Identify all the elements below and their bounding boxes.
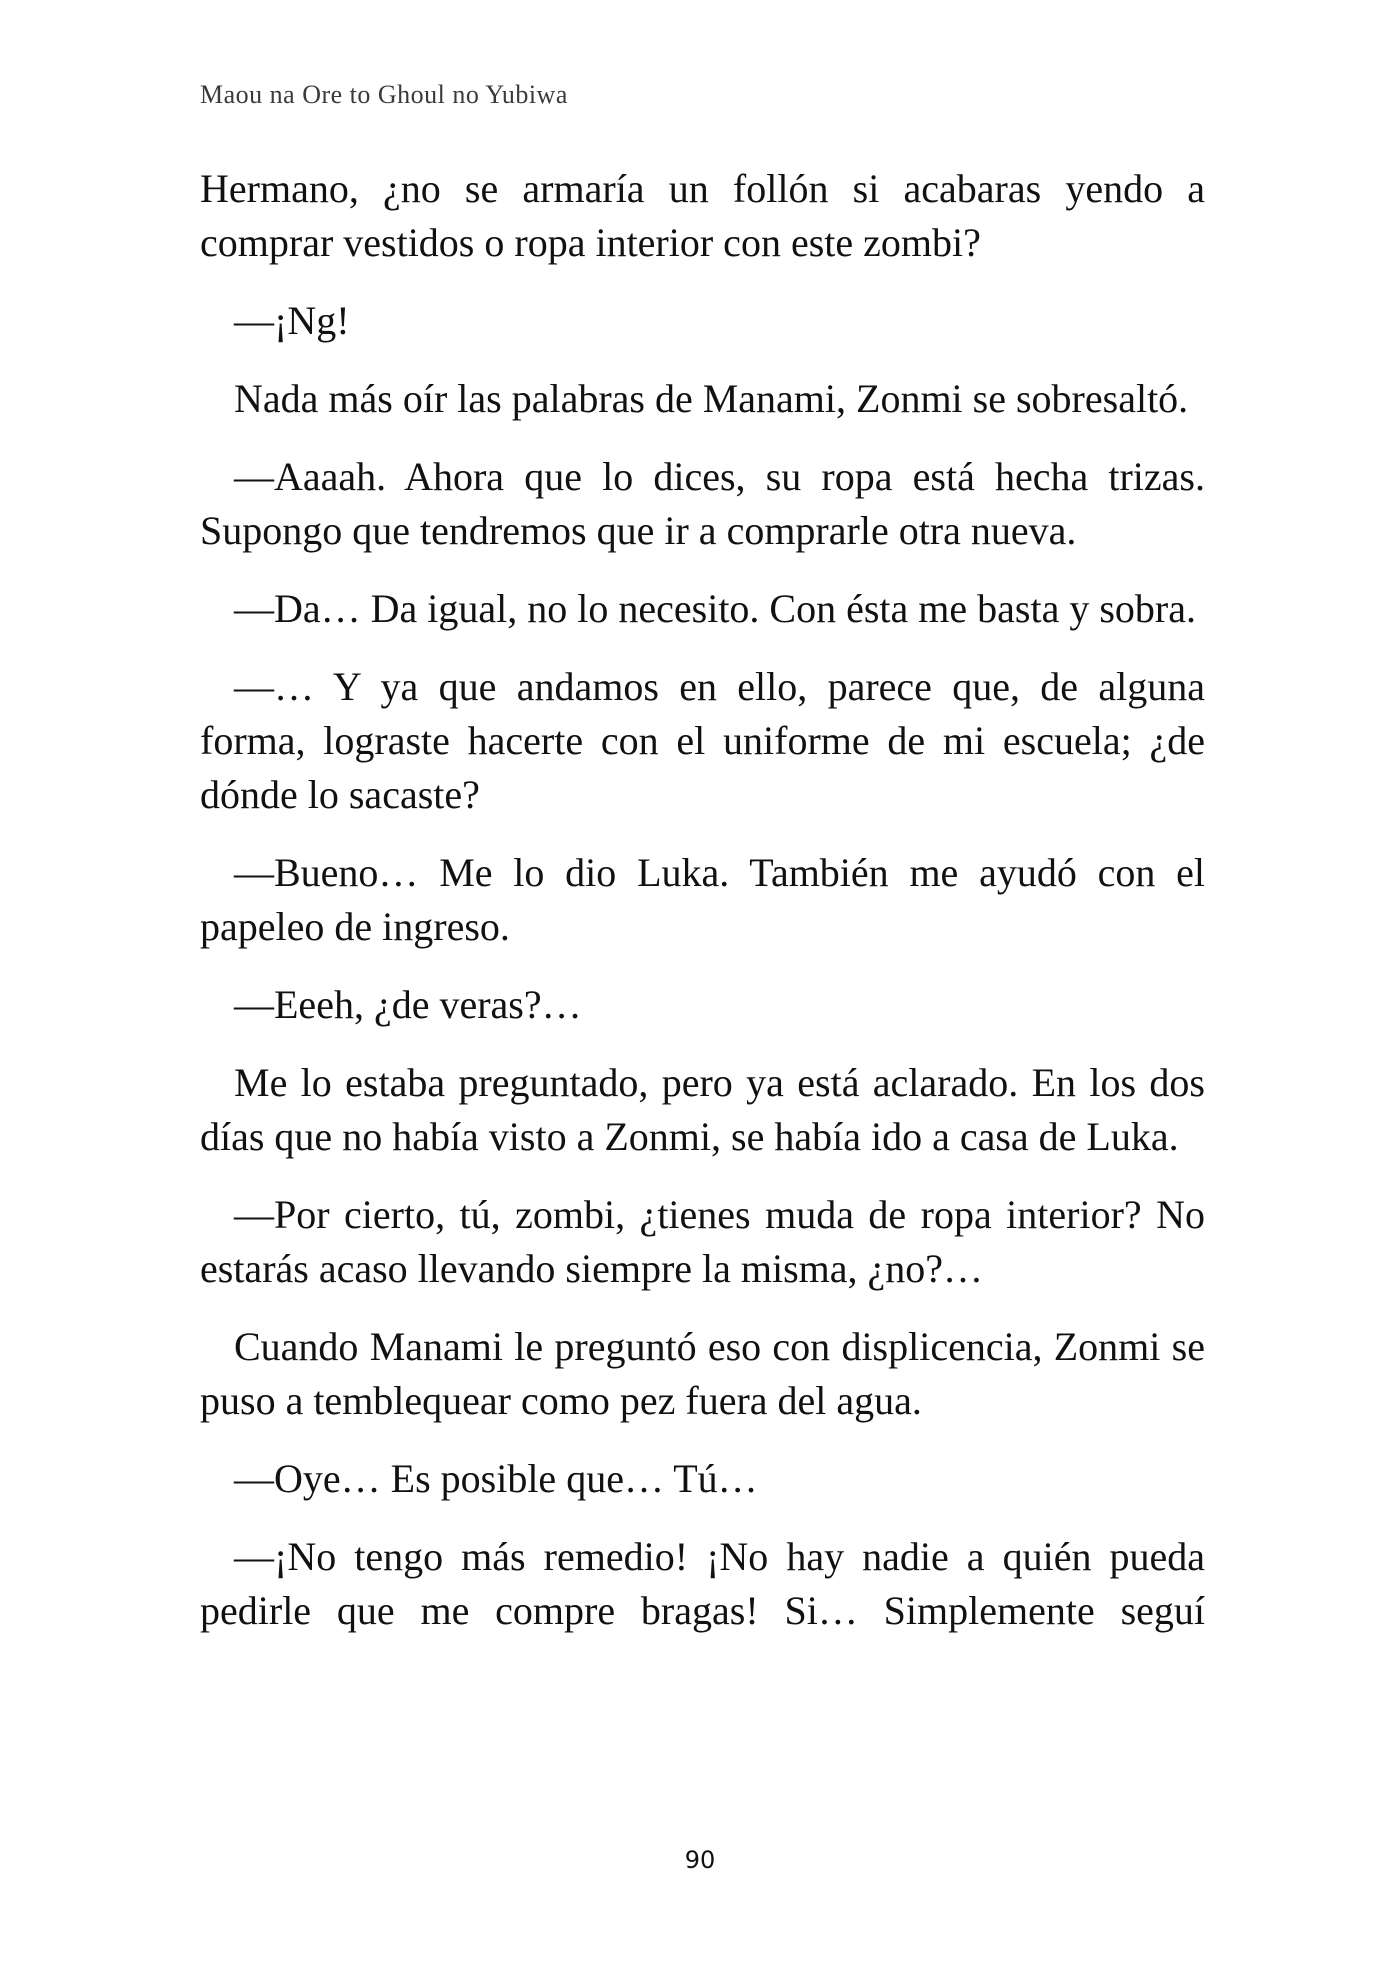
- paragraph-7: —Bueno… Me lo dio Luka. También me ayudó con el papeleo de ingreso.: [200, 850, 1205, 949]
- paragraph-12: —Oye… Es posible que… Tú…: [234, 1456, 758, 1501]
- paragraph-9: Me lo estaba preguntado, pero ya está aclarado. En los dos días que no había visto a Zonmi, se había ido a casa de Luka.: [200, 1060, 1205, 1159]
- paragraph-4: —Aaaah. Ahora que lo dices, su ropa está hecha trizas. Supongo que tendremos que ir a comprarle otra nueva.: [200, 454, 1205, 553]
- page-number: 90: [684, 1846, 716, 1874]
- running-header: Maou na Ore to Ghoul no Yubiwa: [200, 80, 568, 109]
- paragraph-5: —Da… Da igual, no lo necesito. Con ésta me basta y sobra.: [234, 586, 1196, 631]
- paragraph-11: Cuando Manami le preguntó eso con displicencia, Zonmi se puso a temblequear como pez fuera del agua.: [200, 1324, 1205, 1423]
- paragraph-10: —Por cierto, tú, zombi, ¿tienes muda de ropa interior? No estarás acaso llevando siempre la misma, ¿no?…: [200, 1192, 1205, 1291]
- body-text: [200, 162, 1205, 1638]
- paragraph-8: —Eeeh, ¿de veras?…: [234, 982, 582, 1027]
- paragraph-3: Nada más oír las palabras de Manami, Zonmi se sobresaltó.: [234, 376, 1189, 421]
- paragraph-1: Hermano, ¿no se armaría un follón si acabaras yendo a comprar vestidos o ropa interior con este zombi?: [200, 166, 1205, 265]
- paragraph-2: —¡Ng!: [234, 298, 350, 343]
- paragraph-6: —… Y ya que andamos en ello, parece que, de alguna forma, lograste hacerte con el uniforme de mi escuela; ¿de dónde lo sacaste?: [200, 664, 1205, 817]
- paragraph-13: —¡No tengo más remedio! ¡No hay nadie a quién pueda pedirle que me compre bragas! Si… Simplemente seguí: [200, 1534, 1205, 1633]
